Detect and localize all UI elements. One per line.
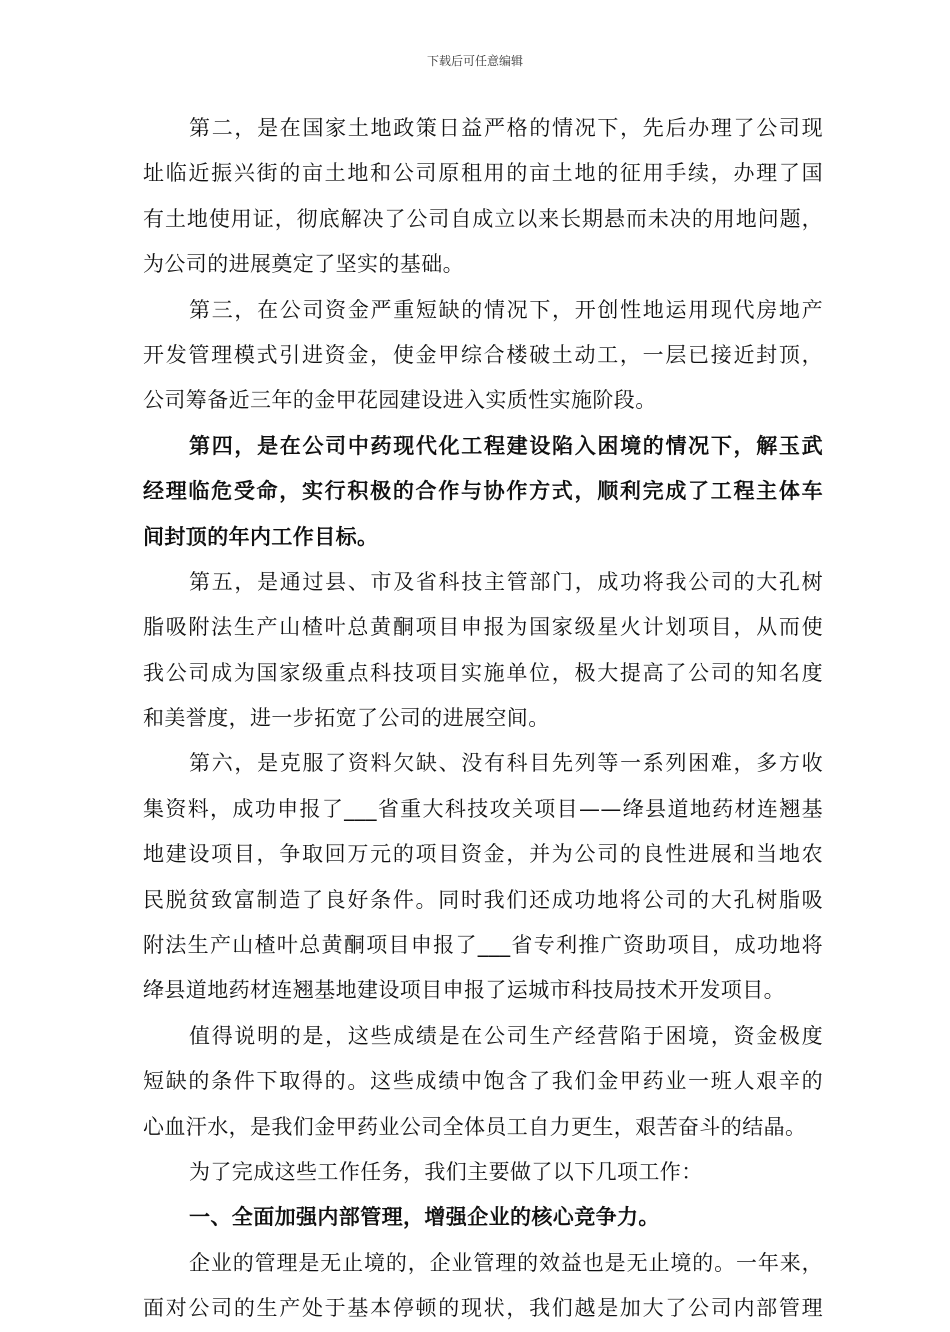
text-line: 地建设项目，争取回万元的项目资金，并为公司的良性进展和当地农	[143, 842, 823, 867]
document-body	[143, 106, 823, 1332]
text-line: 民脱贫致富制造了良好条件。同时我们还成功地将公司的大孔树脂吸	[143, 887, 823, 912]
text-line: 一、全面加强内部管理，增强企业的核心竞争力。	[189, 1205, 660, 1230]
text-line: 面对公司的生产处于基本停顿的现状，我们越是加大了公司内部管理	[143, 1296, 823, 1321]
text-line: 开发管理模式引进资金，使金甲综合楼破土动工，一层已接近封顶，	[143, 342, 823, 367]
text-line: 为公司的进展奠定了坚实的基础。	[143, 252, 464, 277]
text-line: 公司筹备近三年的金甲花园建设进入实质性实施阶段。	[143, 388, 657, 413]
text-line: 脂吸附法生产山楂叶总黄酮项目申报为国家级星火计划项目，从而使	[143, 615, 823, 640]
text-line: 有土地使用证，彻底解决了公司自成立以来长期悬而未决的用地问题，	[143, 206, 823, 231]
text-line: 短缺的条件下取得的。这些成绩中饱含了我们金甲药业一班人艰辛的	[143, 1069, 823, 1094]
text-line: 第五，是通过县、市及省科技主管部门，成功将我公司的大孔树	[189, 569, 823, 594]
text-line: 经理临危受命，实行积极的合作与协作方式，顺利完成了工程主体车	[143, 479, 823, 504]
text-line: 企业的管理是无止境的，企业管理的效益也是无止境的。一年来，	[189, 1250, 823, 1275]
page-header: 下载后可任意编辑	[426, 54, 523, 68]
text-line: 为了完成这些工作任务，我们主要做了以下几项工作：	[189, 1159, 703, 1184]
text-line: 附法生产山楂叶总黄酮项目申报了___省专利推广资助项目，成功地将	[143, 933, 823, 958]
text-line: 第四，是在公司中药现代化工程建设陷入困境的情况下，解玉武	[189, 433, 823, 458]
text-line: 和美誉度，进一步拓宽了公司的进展空间。	[143, 706, 550, 731]
text-line: 址临近振兴街的亩土地和公司原租用的亩土地的征用手续，办理了国	[143, 161, 823, 186]
text-line: 绛县道地药材连翘基地建设项目申报了运城市科技局技术开发项目。	[143, 978, 785, 1003]
text-line: 值得说明的是，这些成绩是在公司生产经营陷于困境，资金极度	[189, 1023, 823, 1048]
text-line: 第二，是在国家土地政策日益严格的情况下，先后办理了公司现	[189, 116, 823, 140]
text-line: 间封顶的年内工作目标。	[143, 524, 379, 549]
text-line: 集资料，成功申报了___省重大科技攻关项目——绛县道地药材连翘基	[143, 796, 823, 821]
text-line: 我公司成为国家级重点科技项目实施单位，极大提高了公司的知名度	[143, 660, 823, 685]
text-line: 心血汗水，是我们金甲药业公司全体员工自力更生，艰苦奋斗的结晶。	[143, 1114, 807, 1139]
text-line: 第三，在公司资金严重短缺的情况下，开创性地运用现代房地产	[189, 297, 823, 322]
text-line: 第六，是克服了资料欠缺、没有科目先列等一系列困难，多方收	[189, 751, 823, 776]
